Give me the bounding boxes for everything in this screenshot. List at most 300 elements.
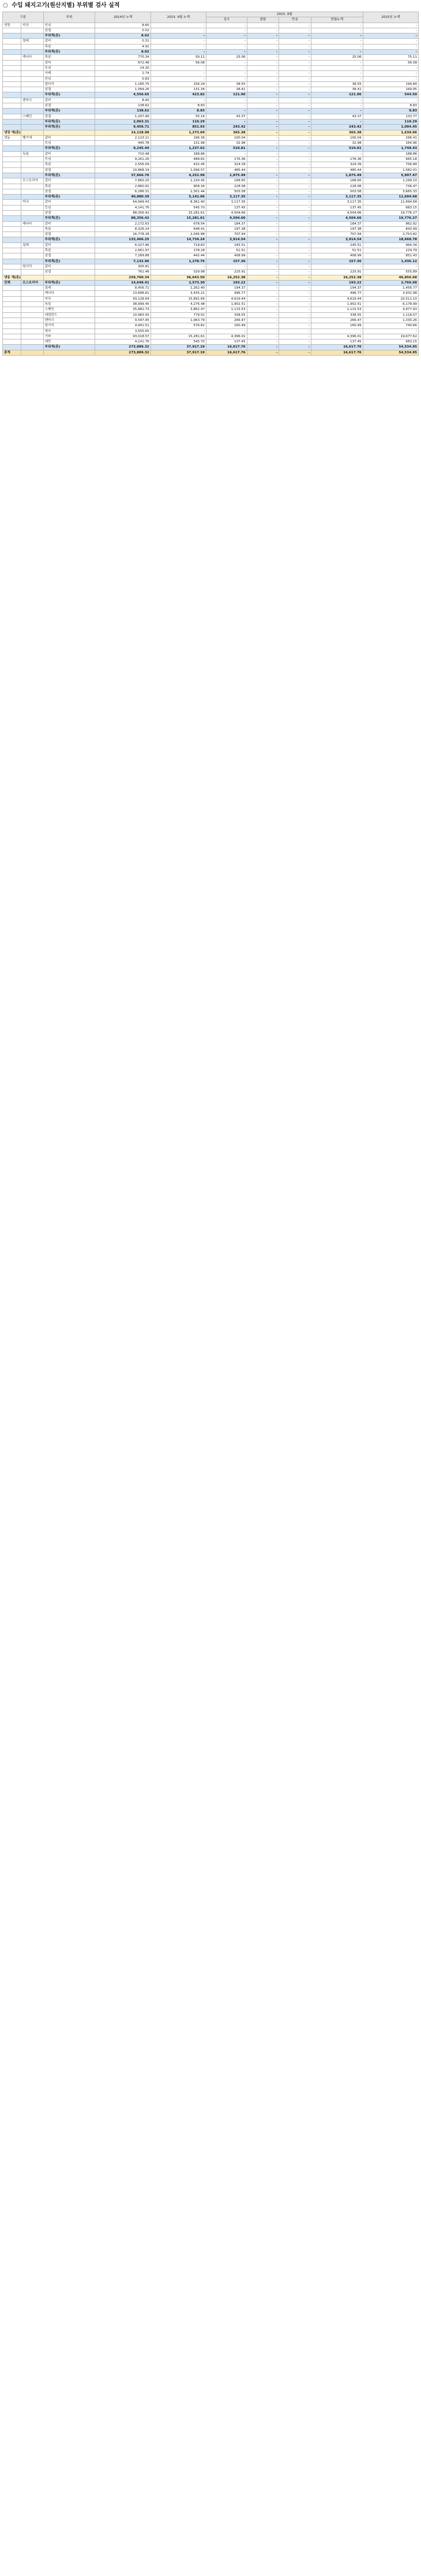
cell-y2014: 0.83 — [95, 76, 151, 81]
cell-cat — [3, 55, 21, 60]
header-2015-sep-total: 2015. 9월 누계 — [151, 12, 206, 23]
cell-part: 미국 — [43, 296, 95, 301]
cell-origin: 독일 — [21, 151, 44, 156]
cell-ret: - — [279, 302, 311, 307]
cell-y2015: 6,178.99 — [363, 302, 418, 307]
cell-ret: - — [279, 44, 311, 49]
cell-fail: - — [247, 103, 279, 109]
cell-y2015: 1,748.43 — [363, 146, 418, 151]
cell-cat — [3, 119, 21, 124]
header-2014-total: 2014년 누계 — [95, 12, 151, 23]
cell-cat — [3, 205, 21, 210]
cell-origin: 칠레 — [21, 242, 44, 248]
cell-month: 4,504.66 — [311, 216, 363, 221]
cell-fail: - — [247, 135, 279, 140]
cell-part: 사태 — [43, 71, 95, 76]
cell-cat: 전체 — [3, 280, 21, 285]
cell-insp: 38.55 — [206, 81, 247, 87]
cell-origin — [21, 189, 44, 194]
cell-month: 193.22 — [311, 280, 363, 285]
cell-ret: - — [279, 318, 311, 323]
cell-y2014: 2,063.31 — [95, 119, 151, 124]
cell-origin: 오스트리아 — [21, 178, 44, 184]
cell-ret: - — [279, 60, 311, 65]
table-row — [3, 318, 419, 323]
cell-month: - — [311, 151, 363, 156]
cell-cat — [3, 125, 21, 130]
cell-sep-total: 1,130.45 — [151, 178, 206, 184]
table-row — [3, 109, 419, 114]
cell-y2014: 14.20 — [95, 65, 151, 70]
table-row — [3, 286, 419, 291]
table-row — [3, 242, 419, 248]
cell-insp: - — [206, 60, 247, 65]
cell-origin: 미국 — [21, 200, 44, 205]
cell-insp: - — [206, 151, 247, 156]
cell-y2014: 16,778.28 — [95, 232, 151, 237]
cell-cat — [3, 291, 21, 296]
cell-month: 4,504.66 — [311, 210, 363, 215]
cell-sep-total: 442.44 — [151, 253, 206, 259]
cell-y2014: 2,556.09 — [95, 162, 151, 167]
cell-fail: - — [247, 210, 279, 215]
cell-cat — [3, 87, 21, 92]
cell-sep-total: 2,573.30 — [151, 280, 206, 285]
cell-insp: 4,504.66 — [206, 216, 247, 221]
cell-cat — [3, 339, 21, 345]
cell-month: - — [311, 60, 363, 65]
cell-y2014: 273,889.32 — [95, 350, 151, 355]
cell-cat — [3, 323, 21, 328]
cell-origin — [21, 76, 44, 81]
table-row — [3, 135, 419, 140]
cell-cat — [3, 81, 21, 87]
cell-insp: 197.38 — [206, 226, 247, 232]
cell-origin: 스페인 — [21, 114, 44, 119]
cell-month: - — [311, 65, 363, 70]
cell-cat — [3, 200, 21, 205]
cell-ret: - — [279, 125, 311, 130]
cell-y2014: 2,123.11 — [95, 135, 151, 140]
cell-month: - — [311, 50, 363, 55]
cell-y2015: 2,766.68 — [363, 280, 418, 285]
table-row — [3, 50, 419, 55]
cell-fail: - — [247, 226, 279, 232]
cell-origin: 캐나다 — [21, 55, 44, 60]
table-row — [3, 280, 419, 285]
cell-insp: - — [206, 119, 247, 124]
cell-part: 부위계(톤) — [43, 50, 95, 55]
cell-ret: - — [279, 264, 311, 269]
cell-origin — [21, 237, 44, 242]
cell-y2015: 54,534.95 — [363, 345, 418, 350]
cell-y2015: 194.84 — [363, 81, 418, 87]
cell-fail: - — [247, 216, 279, 221]
cell-fail: - — [247, 280, 279, 285]
cell-ret: - — [279, 184, 311, 189]
cell-part: 부위계(톤) — [43, 146, 95, 151]
cell-origin — [21, 167, 44, 173]
cell-insp: 266.47 — [206, 318, 247, 323]
cell-fail: - — [247, 264, 279, 269]
table-body — [3, 23, 419, 355]
cell-cat — [3, 151, 21, 156]
cell-sep-total: 1,278.76 — [151, 259, 206, 264]
cell-y2014: 14,128.98 — [95, 130, 151, 135]
cell-y2014: 138.62 — [95, 109, 151, 114]
cell-insp: 51.51 — [206, 248, 247, 253]
cell-ret: - — [279, 216, 311, 221]
table-row — [3, 98, 419, 103]
table-row — [3, 334, 419, 339]
cell-y2015: 1,582.01 — [363, 167, 418, 173]
cell-ret: - — [279, 189, 311, 194]
table-row — [3, 275, 419, 280]
cell-cat — [3, 189, 21, 194]
cell-fail: - — [247, 178, 279, 184]
cell-ret: - — [279, 28, 311, 33]
cell-y2014: 88,356.42 — [95, 216, 151, 221]
cell-month: 16,617.76 — [311, 345, 363, 350]
cell-part: 목살 — [43, 162, 95, 167]
cell-cat — [3, 39, 21, 44]
cell-sep-total: 423.82 — [151, 92, 206, 98]
cell-origin — [21, 328, 44, 334]
cell-y2015: 1,639.06 — [363, 130, 418, 135]
cell-y2014: 0.02 — [95, 28, 151, 33]
cell-month: 510.81 — [311, 146, 363, 151]
cell-insp: 1,115.53 — [206, 307, 247, 312]
table-row — [3, 119, 419, 124]
cell-ret: - — [279, 221, 311, 226]
cell-month: 243.42 — [311, 125, 363, 130]
cell-month: 168.65 — [311, 178, 363, 184]
cell-sep-total: 110.29 — [151, 119, 206, 124]
title-bullet: ○ — [3, 2, 8, 9]
cell-ret: - — [279, 114, 311, 119]
cell-y2015: - — [363, 33, 418, 39]
cell-part: 등심 — [43, 141, 95, 146]
cell-fail: - — [247, 33, 279, 39]
cell-y2014: 9,597.45 — [95, 318, 151, 323]
cell-sep-total: - — [151, 50, 206, 55]
cell-insp: 16,252.38 — [206, 275, 247, 280]
cell-y2014: 13,688.61 — [95, 291, 151, 296]
cell-origin — [21, 92, 44, 98]
cell-insp: 137.45 — [206, 339, 247, 345]
page-title — [0, 0, 421, 12]
cell-origin — [21, 216, 44, 221]
cell-insp: 510.81 — [206, 146, 247, 151]
cell-part: 부위계(톤) — [43, 216, 95, 221]
cell-sep-total: 4,276.48 — [151, 302, 206, 307]
cell-origin — [21, 334, 44, 339]
cell-fail: - — [247, 55, 279, 60]
cell-insp: 32.98 — [206, 141, 247, 146]
cell-ret: - — [279, 232, 311, 237]
cell-sep-total: 576.82 — [151, 323, 206, 328]
cell-ret: - — [279, 237, 311, 242]
table-row — [3, 65, 419, 70]
cell-month: - — [311, 76, 363, 81]
cell-y2015: 5,997.47 — [363, 173, 418, 178]
cell-insp: - — [206, 71, 247, 76]
cell-origin — [21, 157, 44, 162]
cell-origin — [21, 109, 44, 114]
cell-month: 121.96 — [311, 92, 363, 98]
cell-y2014: 40,880.39 — [95, 195, 151, 200]
cell-part: 부위계(톤) — [43, 195, 95, 200]
cell-y2014: 4,941.51 — [95, 323, 151, 328]
cell-sep-total: 15,281.61 — [151, 216, 206, 221]
table-row — [3, 264, 419, 269]
header-part: 부위 — [43, 12, 95, 23]
cell-cat — [3, 334, 21, 339]
table-row — [3, 291, 419, 296]
cell-month: 3,914.54 — [311, 237, 363, 242]
cell-origin — [21, 50, 44, 55]
cell-cat: 냉동 계(톤) — [3, 275, 21, 280]
cell-part: 기타 — [43, 334, 95, 339]
cell-y2015: 740.66 — [363, 323, 418, 328]
cell-insp: 324.39 — [206, 162, 247, 167]
table-row — [3, 307, 419, 312]
cell-cat — [3, 302, 21, 307]
cell-y2015: 4,977.93 — [363, 307, 418, 312]
cell-part: 삼겹 — [43, 87, 95, 92]
cell-sep-total: 4,252.98 — [151, 173, 206, 178]
cell-fail: - — [247, 286, 279, 291]
cell-sep-total: 545.70 — [151, 205, 206, 210]
cell-y2014: 64,949.43 — [95, 200, 151, 205]
table-row — [3, 248, 419, 253]
cell-part: 갈비 — [43, 39, 95, 44]
cell-cat — [3, 28, 21, 33]
cell-y2014: 14,648.41 — [95, 280, 151, 285]
table-row — [3, 178, 419, 184]
cell-ret: - — [279, 81, 311, 87]
cell-y2015: 3,665.33 — [363, 189, 418, 194]
cell-sep-total: 8.83 — [151, 109, 206, 114]
cell-fail: - — [247, 328, 279, 334]
cell-y2015: 1,456.77 — [363, 286, 418, 291]
table-row — [3, 232, 419, 237]
cell-y2015: 54,534.95 — [363, 350, 418, 355]
cell-fail: - — [247, 291, 279, 296]
cell-ret: - — [279, 98, 311, 103]
cell-ret: - — [279, 76, 311, 81]
cell-part: 영국 — [43, 328, 95, 334]
cell-sep-total: - — [151, 76, 206, 81]
cell-y2014: 259,760.34 — [95, 275, 151, 280]
cell-month: 100.04 — [311, 135, 363, 140]
table-row — [3, 151, 419, 156]
cell-fail: - — [247, 65, 279, 70]
cell-origin — [21, 87, 44, 92]
cell-origin: 오스트리아 — [21, 280, 44, 285]
table-row — [3, 350, 419, 355]
table-row — [3, 226, 419, 232]
cell-month: - — [311, 71, 363, 76]
cell-y2014: 10,868.19 — [95, 167, 151, 173]
table-row — [3, 125, 419, 130]
cell-ret: - — [279, 226, 311, 232]
cell-insp: 137.45 — [206, 205, 247, 210]
cell-origin — [21, 44, 44, 49]
cell-y2015: - — [363, 71, 418, 76]
cell-origin: 벨기에 — [21, 135, 44, 140]
cell-part: 안심 — [43, 76, 95, 81]
cell-y2014: 710.48 — [95, 151, 151, 156]
cell-cat — [3, 345, 21, 350]
cell-y2014: 305.81 — [95, 264, 151, 269]
table-row — [3, 200, 419, 205]
cell-month: 38.41 — [311, 87, 363, 92]
cell-ret: - — [279, 291, 311, 296]
cell-fail: - — [247, 270, 279, 275]
cell-ret: - — [279, 23, 311, 28]
cell-sep-total: 156.29 — [151, 81, 206, 87]
cell-y2014: 672.48 — [95, 60, 151, 65]
cell-fail: - — [247, 87, 279, 92]
cell-y2015: - — [363, 28, 418, 33]
cell-insp: 16,617.76 — [206, 350, 247, 355]
cell-fail: - — [247, 114, 279, 119]
cell-cat — [3, 259, 21, 264]
table-row — [3, 71, 419, 76]
cell-y2015: - — [363, 23, 418, 28]
cell-insp: - — [206, 39, 247, 44]
cell-sep-total: 15,281.61 — [151, 210, 206, 215]
cell-origin — [21, 210, 44, 215]
table-row — [3, 87, 419, 92]
cell-cat — [3, 178, 21, 184]
cell-insp: 496.77 — [206, 291, 247, 296]
cell-y2015: 964.34 — [363, 242, 418, 248]
cell-part: 독일 — [43, 302, 95, 307]
cell-y2015: 1,330.26 — [363, 318, 418, 323]
cell-insp: 245.51 — [206, 242, 247, 248]
table-row — [3, 253, 419, 259]
cell-fail: - — [247, 130, 279, 135]
cell-y2015: 164.96 — [363, 141, 418, 146]
table-row — [3, 296, 419, 301]
cell-insp: 365.38 — [206, 130, 247, 135]
cell-month: 1,115.53 — [311, 307, 363, 312]
cell-fail: - — [247, 157, 279, 162]
cell-y2014: 1.74 — [95, 71, 151, 76]
cell-origin — [21, 71, 44, 76]
cell-insp: - — [206, 328, 247, 334]
cell-month: - — [311, 33, 363, 39]
table-row — [3, 157, 419, 162]
cell-sep-total: 15,281.61 — [151, 334, 206, 339]
table-row — [3, 23, 419, 28]
cell-insp: 160.49 — [206, 323, 247, 328]
cell-y2015: - — [363, 328, 418, 334]
cell-part: 안심 — [43, 23, 95, 28]
cell-origin — [21, 146, 44, 151]
cell-sep-total: 3,862.47 — [151, 307, 206, 312]
cell-y2014: 88,356.42 — [95, 210, 151, 215]
cell-fail: - — [247, 28, 279, 33]
cell-sep-total: 2,045.88 — [151, 232, 206, 237]
cell-ret: - — [279, 275, 311, 280]
header-inspection: 검사 — [206, 17, 247, 23]
cell-y2014: 4,141.76 — [95, 205, 151, 210]
cell-y2015: 20,511.10 — [363, 296, 418, 301]
cell-y2015: 133.77 — [363, 114, 418, 119]
cell-cat — [3, 141, 21, 146]
table-row — [3, 216, 419, 221]
cell-sep-total: - — [151, 39, 206, 44]
table-row — [3, 33, 419, 39]
cell-y2015: 3,931.98 — [363, 291, 418, 296]
cell-insp: 228.08 — [206, 184, 247, 189]
cell-y2015: 11,694.68 — [363, 200, 418, 205]
cell-fail: - — [247, 200, 279, 205]
cell-sep-total: 196.36 — [151, 135, 206, 140]
cell-y2015: 683.15 — [363, 205, 418, 210]
cell-fail: - — [247, 253, 279, 259]
cell-month: 324.39 — [311, 162, 363, 167]
cell-cat — [3, 60, 21, 65]
cell-origin — [21, 205, 44, 210]
cell-insp: - — [206, 33, 247, 39]
cell-insp: 184.37 — [206, 221, 247, 226]
cell-cat — [3, 162, 21, 167]
cell-y2015: 19,776.27 — [363, 216, 418, 221]
cell-y2014: 35,882.73 — [95, 307, 151, 312]
cell-y2014: 2,661.97 — [95, 248, 151, 253]
cell-fail: - — [247, 71, 279, 76]
cell-insp: 1,875.49 — [206, 173, 247, 178]
cell-month: - — [311, 119, 363, 124]
cell-origin — [21, 125, 44, 130]
cell-y2014: 133,466.25 — [95, 237, 151, 242]
cell-month: - — [311, 39, 363, 44]
cell-sep-total: - — [151, 33, 206, 39]
cell-origin — [21, 253, 44, 259]
cell-sep-total: 488.82 — [151, 157, 206, 162]
header-row-1 — [3, 12, 419, 17]
cell-ret: - — [279, 296, 311, 301]
cell-fail: - — [247, 167, 279, 173]
cell-insp: 4,396.01 — [206, 334, 247, 339]
cell-y2014: 8.60 — [95, 23, 151, 28]
table-row — [3, 141, 419, 146]
cell-y2015: 1,436.12 — [363, 259, 418, 264]
cell-cat — [3, 65, 21, 70]
cell-sep-total: 718.83 — [151, 242, 206, 248]
cell-month: 496.77 — [311, 291, 363, 296]
cell-cat — [3, 33, 21, 39]
cell-sep-total: 56.08 — [151, 60, 206, 65]
cell-part — [43, 130, 95, 135]
table-row — [3, 205, 419, 210]
cell-part: 삼겹 — [43, 232, 95, 237]
cell-y2014: 761.46 — [95, 270, 151, 275]
cell-ret: - — [279, 307, 311, 312]
cell-y2014: 4,141.76 — [95, 339, 151, 345]
cell-sep-total: - — [151, 28, 206, 33]
cell-origin — [21, 33, 44, 39]
cell-y2015: 862.92 — [363, 221, 418, 226]
cell-ret: - — [279, 109, 311, 114]
cell-month: 38.55 — [311, 81, 363, 87]
cell-y2015: - — [363, 98, 418, 103]
cell-sep-total: - — [151, 71, 206, 76]
